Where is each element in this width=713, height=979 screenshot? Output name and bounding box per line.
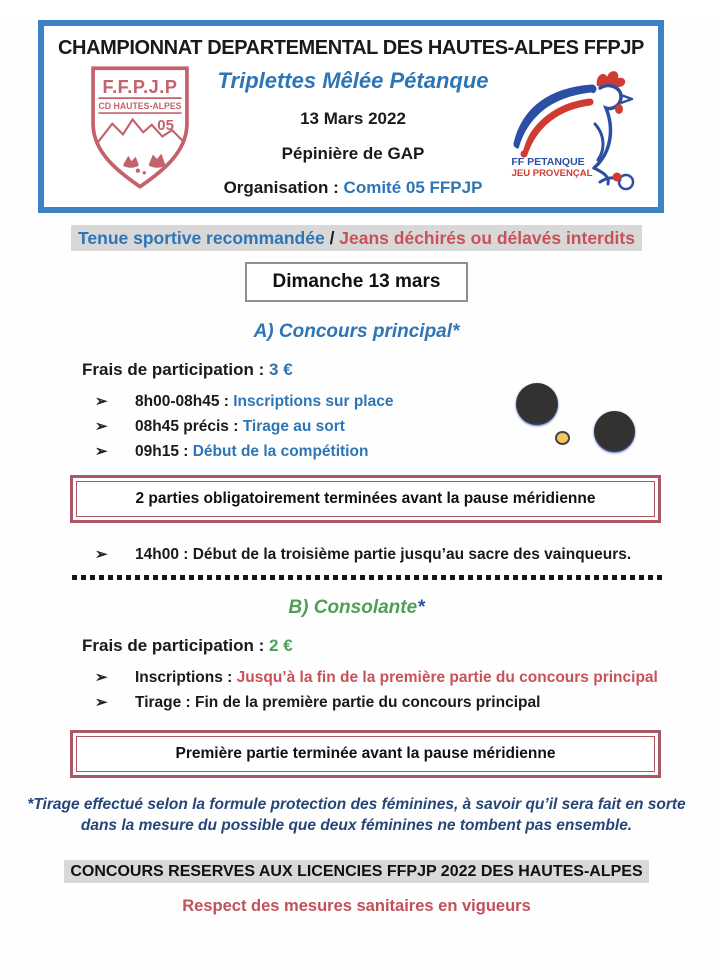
event-date: 13 Mars 2022 [300,109,406,128]
item-label: Inscriptions : [135,669,233,686]
shield-number: 05 [157,117,174,135]
fee-value-b: 2 € [269,636,293,655]
license-restriction-text: CONCOURS RESERVES AUX LICENCIES FFPJP 2022 DES HAUTES-ALPES [64,860,648,883]
item-time: 09h15 : [135,443,189,460]
shield-committee: CD HAUTES-ALPES [98,100,182,111]
dotted-separator [72,575,662,580]
header-center [206,64,500,198]
organisation-value: Comité 05 FFPJP [343,178,483,197]
shield-icon [86,64,194,192]
fee-label-b: Frais de participation : [82,636,265,655]
notice-box-a-text: 2 parties obligatoirement terminées avant la pause méridienne [76,481,655,517]
notice-box-a [70,475,661,523]
section-b-fee-line [0,636,713,656]
fee-value-a: 3 € [269,360,293,379]
rooster-beak-icon [621,95,632,103]
event-venue: Pépinière de GAP [281,144,425,163]
event-subtitle: Triplettes Mêlée Pétanque [217,68,489,93]
dress-code-separator: / [329,228,335,248]
item-time: 08h45 précis : [135,418,239,435]
organisation-label: Organisation : [223,178,339,197]
flyer-page [0,20,713,979]
chamois-left-icon [123,156,139,168]
notice-box-b [70,730,661,778]
section-a-heading: A) Concours principal* [253,321,460,342]
bullet-arrow-icon: ➢ [95,694,108,711]
list-item [0,690,713,715]
dress-code-line [0,228,713,249]
bullet-arrow-icon: ➢ [95,418,108,435]
event-organisation [206,178,500,198]
footnote-line1: *Tirage effectué selon la formule protection des féminines, à savoir qu’il sera fait en sorte [27,796,686,813]
section-a-fee-line [0,360,713,380]
petanque-ball-icon [594,411,635,452]
draw-footnote [0,794,713,836]
list-item [0,665,713,690]
section-b-list [0,665,713,715]
header-row [44,64,658,199]
jack-ball-small-icon [613,173,622,182]
section-b-heading-text: B) Consolante [288,597,418,618]
item-label: Tirage : [135,694,191,711]
item-desc: Fin de la première partie du concours principal [195,694,541,711]
footnote-line2: dans la mesure du possible que deux féminines ne tombent pas ensemble. [80,817,633,834]
item-desc: Jusqu’à la fin de la première partie du concours principal [236,669,658,686]
list-item [0,389,713,414]
rooster-icon [500,64,650,194]
rooster-text-line2: JEU PROVENÇAL [511,168,593,179]
bullet-arrow-icon: ➢ [95,546,108,563]
dress-code-recommended: Tenue sportive recommandée [78,228,330,248]
jack-ball-icon [555,431,570,445]
item-desc: Tirage au sort [242,418,345,435]
notice-box-b-text: Première partie terminée avant la pause méridienne [76,736,655,772]
bullet-arrow-icon: ➢ [95,443,108,460]
day-box: Dimanche 13 mars [245,262,469,302]
ff-petanque-rooster-logo [500,64,652,199]
fee-label-a: Frais de participation : [82,360,265,379]
dress-code-highlight [71,225,642,251]
page-title: CHAMPIONNAT DEPARTEMENTAL DES HAUTES-ALPES FFPJP [57,37,644,59]
afternoon-item-text: 14h00 : Début de la troisième partie jusqu’au sacre des vainqueurs. [135,546,632,563]
item-desc: Inscriptions sur place [233,393,394,410]
ffpjp-cd05-shield-logo [86,64,206,197]
item-time: 8h00-08h45 : [135,393,229,410]
license-restriction-line [0,863,713,881]
section-b-heading [0,597,713,619]
chamois-right-icon [149,154,166,168]
bullet-arrow-icon: ➢ [95,393,108,410]
item-desc: Début de la compétition [192,443,369,460]
shield-acronym: F.F.P.J.P [102,76,178,97]
section-b-asterisk: * [417,597,425,618]
dress-code-forbidden: Jeans déchirés ou délavés interdits [334,228,635,248]
afternoon-item [0,543,713,567]
rooster-wattle-icon [615,104,623,114]
rooster-text-line1: FF PETANQUE [511,156,585,168]
header-box [38,20,664,213]
sanitary-measures-line: Respect des mesures sanitaires en vigueurs [182,897,531,915]
day-box-wrap [0,262,713,302]
petanque-ball-icon [516,383,558,425]
bullet-arrow-icon: ➢ [95,669,108,686]
